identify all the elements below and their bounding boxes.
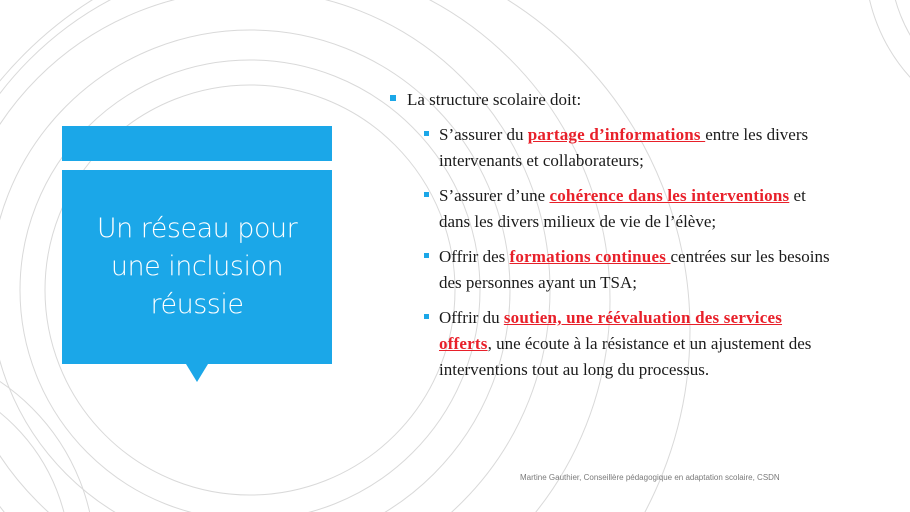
title-line-1: Un réseau pour [96, 213, 298, 244]
title-accent-strip [62, 126, 332, 161]
main-bullet-item [390, 88, 860, 112]
content-area [390, 88, 860, 392]
text-segment: S’assurer d’une [439, 186, 550, 205]
text-segment: centrées sur les besoins des personnes ayant un TSA; [439, 247, 830, 292]
highlight-text: cohérence dans les interventions [549, 186, 790, 205]
square-bullet-icon [424, 314, 429, 319]
title-line-3: réussie [150, 289, 244, 320]
sub-bullet-item [424, 183, 860, 235]
text-segment: , une écoute à la résistance et un ajustement des interventions tout au long du processus. [439, 334, 812, 379]
sub-bullet-item [424, 305, 860, 383]
square-bullet-icon [424, 253, 429, 258]
square-bullet-icon [424, 192, 429, 197]
sub-bullet-text [439, 183, 839, 235]
slide-title [62, 210, 332, 324]
main-bullet-text: La structure scolaire doit: [407, 90, 582, 109]
title-line-2: une inclusion [110, 251, 284, 282]
text-segment: S’assurer du [439, 125, 528, 144]
text-segment: entre les divers intervenants et collaborateurs; [439, 125, 809, 170]
sub-bullet-text [439, 244, 839, 296]
sub-bullet-list [424, 122, 860, 383]
highlight-text: formations continues [509, 247, 671, 266]
text-segment: Offrir des [439, 247, 510, 266]
footer-credit: Martine Gauthier, Conseillère pédagogique en adaptation scolaire, CSDN [520, 473, 780, 482]
title-pointer [186, 364, 208, 382]
text-segment: Offrir du [439, 308, 504, 327]
sub-bullet-text [439, 122, 839, 174]
sub-bullet-item [424, 244, 860, 296]
square-bullet-icon [390, 95, 396, 101]
text-segment: et dans les divers milieux de vie de l’élève; [439, 186, 806, 231]
sub-bullet-text [439, 305, 839, 383]
highlight-text: partage d’informations [527, 125, 706, 144]
sub-bullet-item [424, 122, 860, 174]
square-bullet-icon [424, 131, 429, 136]
highlight-text: soutien, une réévaluation des services offerts [439, 308, 783, 353]
